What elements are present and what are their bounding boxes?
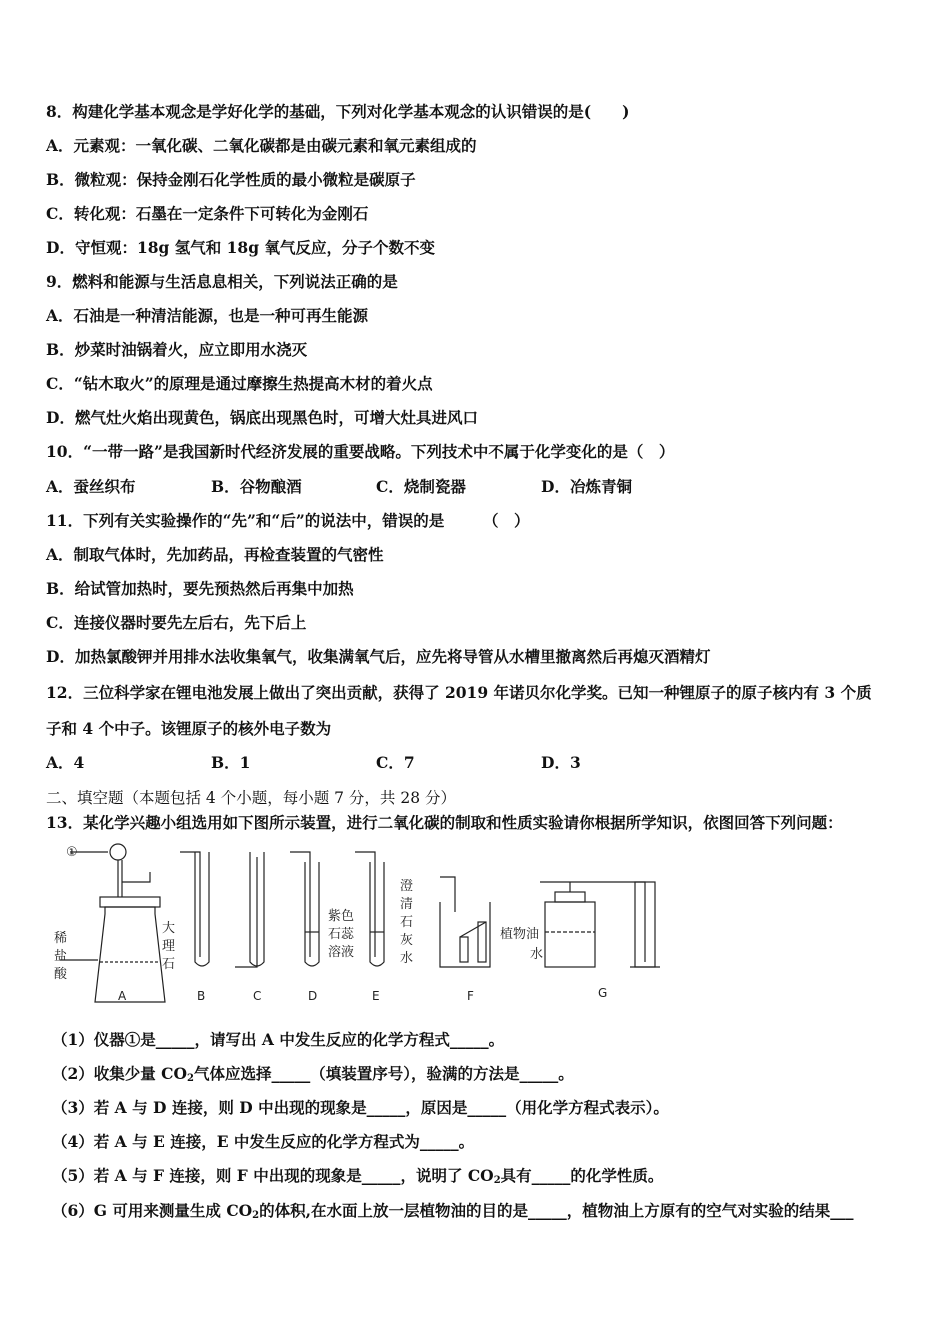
- litmus-label-2: 石蕊: [328, 927, 355, 942]
- q8-option-d: D．守恒观：18g 氢气和 18g 氧气反应，分子个数不变: [46, 238, 435, 257]
- q10-option-d: D．冶炼青铜: [541, 477, 632, 496]
- subscript-2: 2: [493, 1175, 501, 1186]
- marker-1-label: ①: [66, 845, 78, 860]
- oil-label: 植物油: [500, 927, 540, 942]
- q9-stem: 9．燃料和能源与生活息息相关，下列说法正确的是: [46, 272, 398, 291]
- q13-part6-a: （6）G 可用来测量生成 CO: [52, 1201, 253, 1220]
- q9-option-c: C．“钻木取火”的原理是通过摩擦生热提高木材的着火点: [46, 374, 433, 393]
- label-c: C: [253, 989, 262, 1003]
- limewater-label-3: 石: [400, 915, 414, 930]
- q10-option-a: A．蚕丝织布: [46, 477, 136, 496]
- subscript-2: 2: [252, 1210, 260, 1221]
- q12-option-b: B．1: [211, 753, 251, 772]
- q13-part6-b: 的体积,在水面上放一层植物油的目的是_____，植物油上方原有的空气对实验的结果___: [259, 1201, 854, 1220]
- q11-stem: 11．下列有关实验操作的“先”和“后”的说法中，错误的是 （ ）: [46, 511, 530, 530]
- q12-option-a: A．4: [46, 753, 85, 772]
- litmus-label-3: 溶液: [328, 945, 355, 960]
- q12-option-c: C．7: [376, 753, 415, 772]
- label-g: G: [598, 986, 608, 1000]
- marble-label-1: 大: [162, 921, 176, 936]
- limewater-label-1: 澄: [400, 879, 414, 894]
- acid-label-2: 盐: [54, 949, 68, 964]
- q13-part5: [52, 1166, 663, 1191]
- q12-stem-line2: 子和 4 个中子。该锂原子的核外电子数为: [46, 719, 332, 738]
- q9-option-d: D．燃气灶火焰出现黄色，锅底出现黑色时，可增大灶具进风口: [46, 408, 478, 427]
- q13-part5-b: 具有_____的化学性质。: [500, 1166, 664, 1185]
- marble-label-2: 理: [162, 939, 176, 954]
- q13-part6: [52, 1201, 854, 1226]
- q11-option-a: A．制取气体时，先加药品，再检查装置的气密性: [46, 545, 384, 564]
- label-b: B: [197, 989, 206, 1003]
- q11-option-d: D．加热氯酸钾并用排水法收集氧气，收集满氧气后，应先将导管从水槽里撤离然后再熄灭酒精灯: [46, 647, 711, 666]
- label-d: D: [308, 989, 318, 1003]
- q13-part4: （4）若 A 与 E 连接，E 中发生反应的化学方程式为_____。: [52, 1132, 475, 1151]
- q10-option-b: B．谷物酿酒: [211, 477, 302, 496]
- subscript-2: 2: [187, 1073, 194, 1084]
- acid-label-1: 稀: [54, 931, 68, 946]
- q11-option-b: B．给试管加热时，要先预热然后再集中加热: [46, 579, 354, 598]
- limewater-label-2: 清: [400, 897, 414, 912]
- q13-part2: [52, 1064, 574, 1089]
- q13-part1: （1）仪器①是_____，请写出 A 中发生反应的化学方程式_____。: [52, 1030, 505, 1049]
- q13-part5-a: （5）若 A 与 F 连接，则 F 中出现的现象是_____，说明了 CO: [52, 1166, 494, 1185]
- q12-option-d: D．3: [541, 753, 581, 772]
- q13-part2-a: （2）收集少量 CO: [52, 1064, 188, 1083]
- label-a: A: [118, 989, 127, 1003]
- water-label: 水: [530, 947, 544, 962]
- q9-option-a: A．石油是一种清洁能源，也是一种可再生能源: [46, 306, 369, 325]
- q9-option-b: B．炒菜时油锅着火，应立即用水浇灭: [46, 340, 308, 359]
- acid-label-3: 酸: [54, 967, 68, 982]
- q8-stem: 8．构建化学基本观念是学好化学的基础，下列对化学基本观念的认识错误的是( ): [46, 102, 630, 121]
- q13-part3: （3）若 A 与 D 连接，则 D 中出现的现象是_____，原因是_____（用化学方程式表示）。: [52, 1098, 669, 1117]
- label-f: F: [467, 989, 474, 1003]
- q10-option-c: C．烧制瓷器: [376, 477, 466, 496]
- q10-stem: 10．“一带一路”是我国新时代经济发展的重要战略。下列技术中不属于化学变化的是（ ）: [46, 442, 675, 461]
- q8-option-c: C．转化观：石墨在一定条件下可转化为金刚石: [46, 204, 369, 223]
- q13-part2-b: 气体应选择_____（填装置序号），验满的方法是_____。: [194, 1064, 574, 1083]
- marble-label-3: 石: [162, 957, 176, 972]
- label-e: E: [372, 989, 380, 1003]
- q8-option-a: A．元素观：一氧化碳、二氧化碳都是由碳元素和氧元素组成的: [46, 136, 477, 155]
- section-heading: 二、填空题（本题包括 4 个小题，每小题 7 分，共 28 分）: [46, 789, 457, 807]
- q12-stem-line1: 12．三位科学家在锂电池发展上做出了突出贡献，获得了 2019 年诺贝尔化学奖。已知一种锂原子的原子核内有 3 个质: [46, 683, 872, 702]
- q13-stem: 13．某化学兴趣小组选用如下图所示装置，进行二氧化碳的制取和性质实验请你根据所学知识，依图回答下列问题：: [46, 813, 843, 832]
- q8-option-b: B．微粒观：保持金刚石化学性质的最小微粒是碳原子: [46, 170, 416, 189]
- limewater-label-4: 灰: [400, 933, 414, 948]
- apparatus-figure: [50, 842, 700, 1007]
- litmus-label-1: 紫色: [328, 909, 355, 924]
- q11-option-c: C．连接仪器时要先左后右，先下后上: [46, 613, 307, 632]
- limewater-label-5: 水: [400, 951, 414, 966]
